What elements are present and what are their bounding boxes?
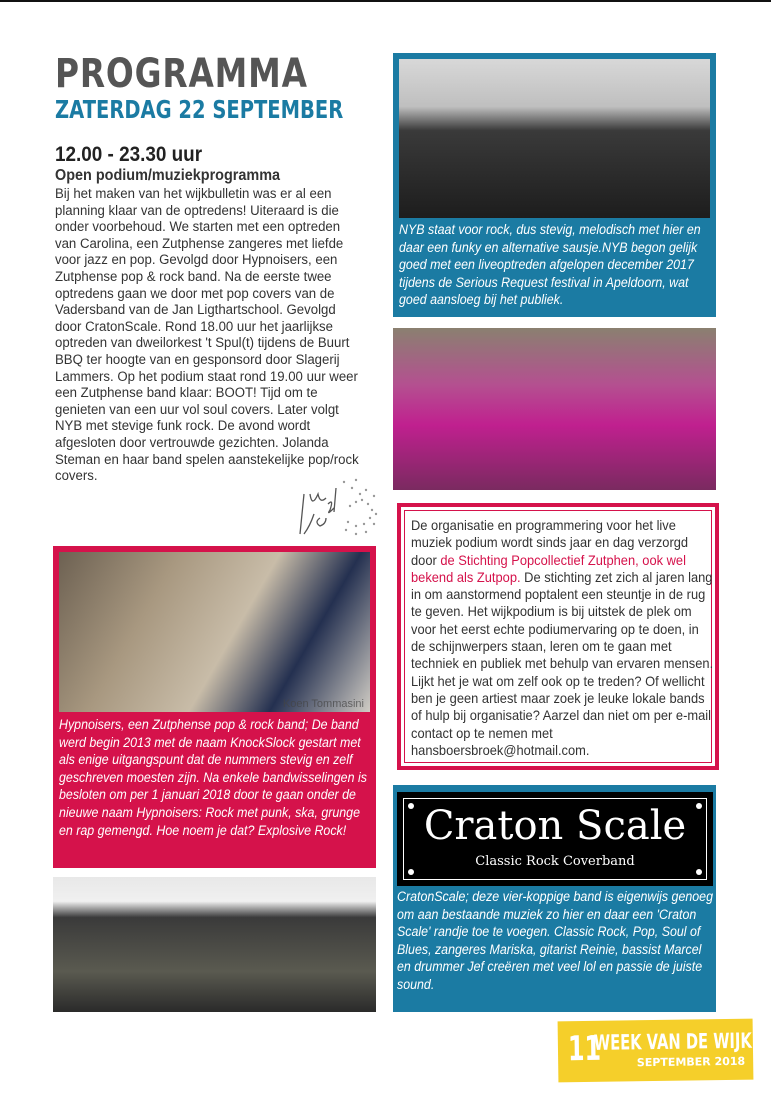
nyb-band-photo (399, 59, 710, 218)
program-heading: Open podium/muziekprogramma (55, 167, 281, 184)
organisation-text-end: De stichting zet zich al jaren lang in om aanstormend poptalent een steuntje in de rug te geven. Het wijkpodium is bij uitstek de plek om voor het eerst echte podiumervaring op te doen, in de schijnwerpers staan, leren om te gaan met techniek en publiek met behulp van ervaren mensen. Lijkt het je wat om zelf ook op te treden? Of wellicht ben je geen artiest maar zoek je leuke lokale bands of hulp bij organisatie? Aarzel dan niet om per e-mail contact op te nemen met hansboersbroek@hotmail.com. (411, 568, 714, 758)
craton-logo-tagline: Classic Rock Coverband (475, 854, 635, 869)
craton-caption: CratonScale; deze vier-koppige band is eigenwijs genoeg om aan bestaande muziek zo hier en daar een 'Craton Scale' randje toe te voegen. Classic Rock, Pop, Soul of Blues, zangeres Mariska, gitarist Reinie, bassist Marcel en drummer Jef creëren met veel lol en passie de juiste sound. (397, 889, 714, 992)
nyb-box (393, 53, 716, 317)
hypnoisers-caption: Hypnoisers, een Zutphense pop & rock band; De band werd begin 2013 met de naam KnockSlock gestart met als enige uitgangspunt dat de nummers stevig en zelf geschreven moesten zijn. Na enkele bandwisselingen is besloten om per 1 januari 2018 door te gaan onder de nieuwe naam Hypnoisers: Rock met punk, ska, grunge en rap gemengd. Hoe noem je dat? Explosive Rock! (59, 717, 367, 838)
hypnoisers-box (53, 546, 376, 868)
organisation-text-start: De organisatie en programmering voor het live muziek podium wordt sinds jaar en dag verzorgd door (411, 517, 689, 568)
zutpop-highlight: de Stichting Popcollectief Zutphen, ook wel bekend als Zutpop. (411, 551, 686, 585)
page-number: 11 (567, 1028, 602, 1070)
footer-tag (558, 1019, 754, 1083)
program-article (55, 166, 362, 485)
craton-scale-logo (397, 792, 713, 886)
program-text: Bij het maken van het wijkbulletin was er al een planning klaar van de optredens! Uiteraard is die onder voorbehoud. We starten met een optreden van Carolina, een Zutphense zangeres met liefde voor jazz en pop. Gevolgd door Hypnoisers, een Zutphense pop & rock band. Na de eerste twee optredens gaan we door met pop covers van de Vadersband van de Jan Ligthartschool. Gevolgd door CratonScale. Rond 18.00 uur het jaarlijkse optreden van dweilorkest 't Spul(t) tijdens de Buurt BBQ ter hoogte van en gesponsord door Slagerij Lammers. Op het podium staat rond 19.00 uur weer een Zutphense band klaar: BOOT! Tijd om te genieten van een uur vol soul covers. Later volgt NYB met stevige funk rock. De avond wordt afgesloten door vertrouwde gezichten. Jolanda Steman en haar band spelen aanstekelijke pop/rock covers. (55, 186, 359, 485)
organisation-box (397, 503, 719, 770)
craton-logo-name: Craton Scale (423, 803, 687, 849)
magazine-name: WEEK VAN DE WIJK (593, 1028, 752, 1055)
dweilorkest-photo (393, 328, 716, 490)
nyb-caption: NYB staat voor rock, dus stevig, melodisch met hier en daar een funky en alternative sausje.NYB begon gelijk goed met een liveoptreden afgelopen december 2017 tijdens de Serious Request festival in Apeldoorn, wat goed aansloeg bij het publiek. (399, 222, 701, 308)
program-time: 12.00 - 23.30 uur (55, 143, 203, 166)
just-ja-logo (290, 474, 378, 542)
craton-scale-stage-photo (53, 877, 376, 1012)
organisation-text (411, 517, 715, 759)
issue-date: SEPTEMBER 2018 (636, 1054, 746, 1070)
page-date: ZATERDAG 22 SEPTEMBER (55, 95, 344, 124)
top-rule (0, 0, 771, 2)
hypnoisers-band-photo (59, 552, 370, 712)
photo-credit: Koen Tommasini (282, 698, 364, 710)
page-title: PROGRAMMA (55, 51, 308, 97)
